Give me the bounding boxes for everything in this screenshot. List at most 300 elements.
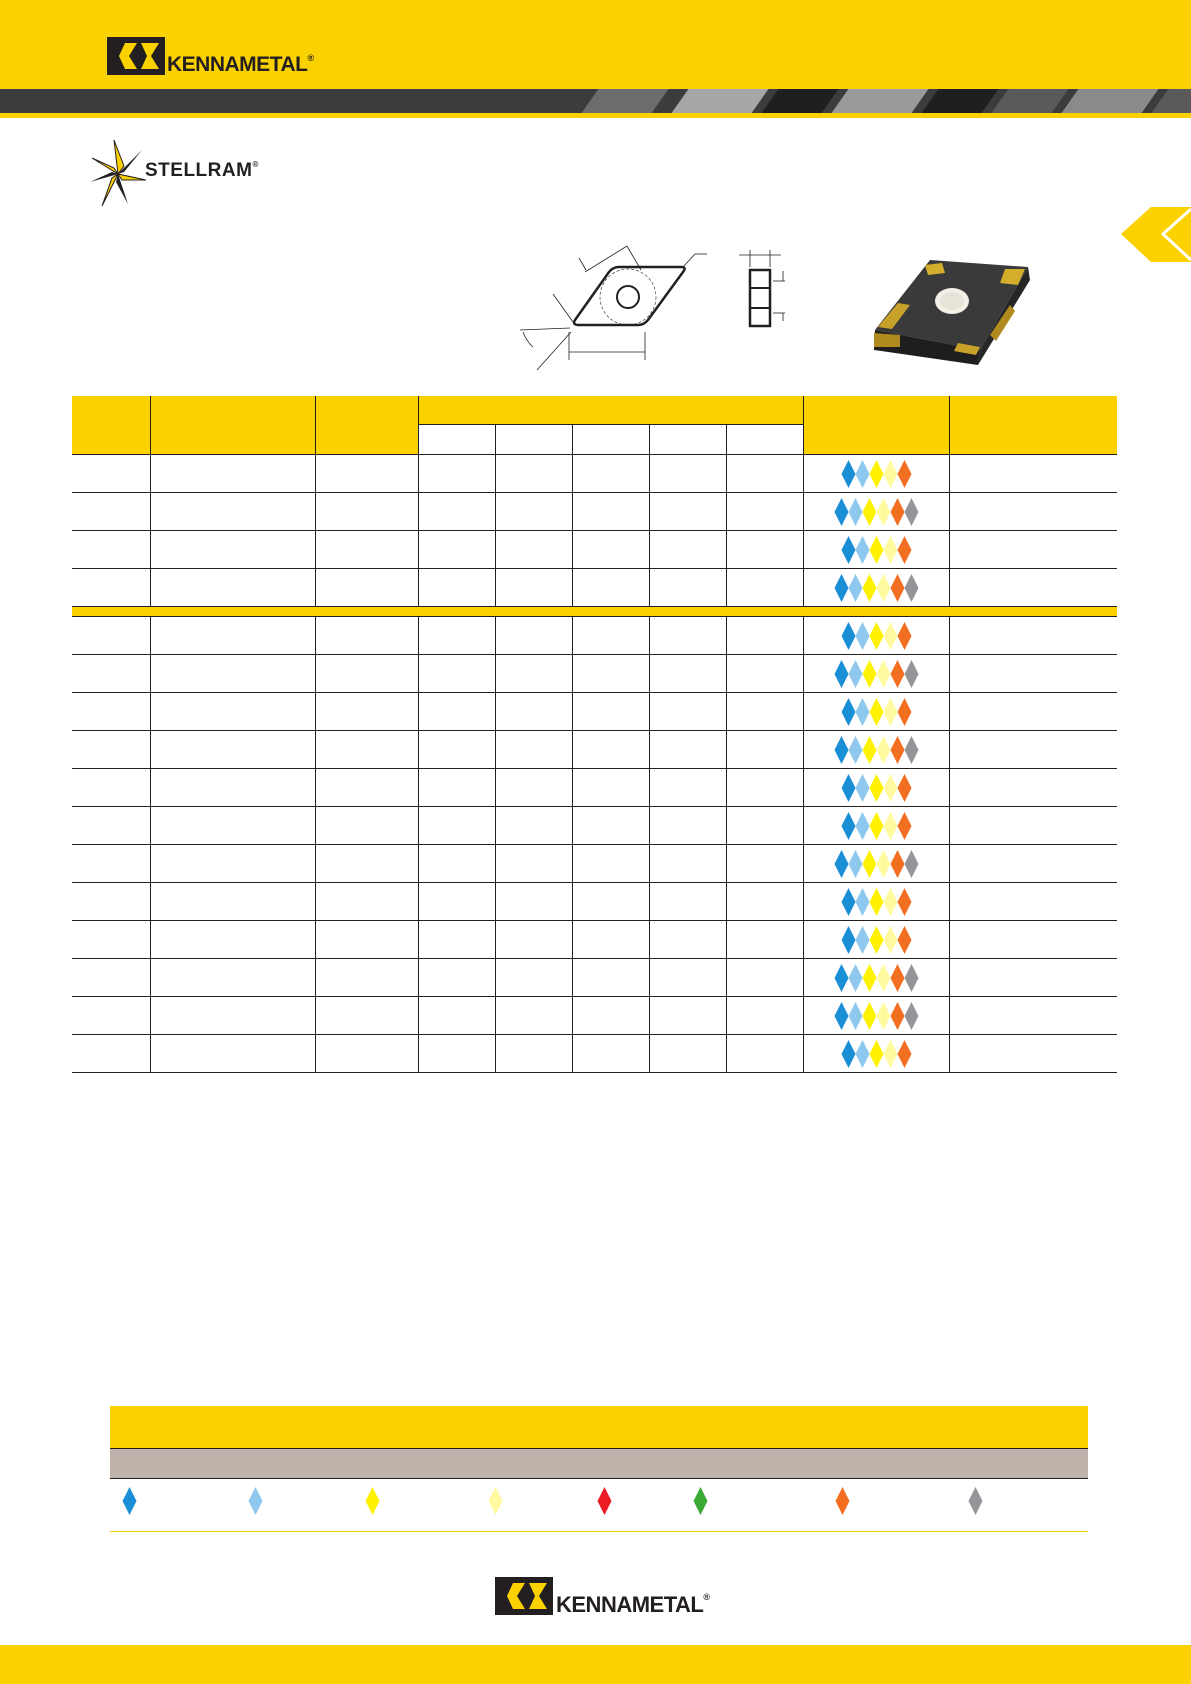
grade-diamonds [804, 536, 949, 564]
diamond-orange-icon [890, 964, 905, 992]
table-cell [495, 997, 572, 1035]
table-cell [949, 731, 1117, 769]
table-cell [72, 807, 150, 845]
table-cell [315, 1035, 418, 1073]
grade-diamonds [804, 1002, 949, 1030]
kennametal-logo [107, 35, 314, 77]
table-cell [315, 655, 418, 693]
table-row [72, 455, 1117, 493]
diamond-lightyellow-icon [883, 774, 898, 802]
kennametal-footer-wordmark: KENNAMETAL [556, 1592, 704, 1617]
table-row [72, 883, 1117, 921]
table-cell [150, 617, 315, 655]
diamond-grey-icon [904, 964, 919, 992]
table-row [72, 959, 1117, 997]
table-cell [572, 997, 649, 1035]
table-cell [726, 693, 803, 731]
table-cell [949, 693, 1117, 731]
diamond-grey-icon [904, 850, 919, 878]
grade-diamonds-cell [803, 883, 949, 921]
grade-diamonds-cell [803, 569, 949, 607]
table-row [72, 569, 1117, 607]
diamond-blue-icon [834, 574, 849, 602]
table-cell [150, 959, 315, 997]
insert-side-view-drawing [735, 245, 795, 335]
table-cell [150, 883, 315, 921]
diamond-lightyellow-icon [883, 888, 898, 916]
table-cell [495, 455, 572, 493]
table-cell [949, 921, 1117, 959]
grade-diamonds-cell [803, 997, 949, 1035]
grade-diamonds [804, 698, 949, 726]
table-cell [72, 959, 150, 997]
kennametal-wordmark: KENNAMETAL [167, 53, 308, 76]
table-cell [72, 883, 150, 921]
table-cell [418, 655, 495, 693]
legend-item-lightblue [248, 1487, 268, 1527]
diamond-yellow-icon [869, 888, 884, 916]
table-cell [72, 531, 150, 569]
table-cell [649, 807, 726, 845]
table-cell [649, 617, 726, 655]
grade-diamonds [804, 812, 949, 840]
legend-item-red [597, 1487, 617, 1527]
table-cell [649, 921, 726, 959]
legend-item-lightyellow [488, 1487, 508, 1527]
diamond-yellow-icon [869, 460, 884, 488]
table-cell [726, 493, 803, 531]
table-cell [495, 1035, 572, 1073]
table-cell [949, 769, 1117, 807]
diamond-yellow-icon [869, 536, 884, 564]
diamond-blue-icon [834, 850, 849, 878]
table-cell [572, 693, 649, 731]
header-col-last [949, 396, 1117, 455]
grade-diamonds [804, 774, 949, 802]
table-row [72, 617, 1117, 655]
table-cell [418, 959, 495, 997]
table-cell [150, 769, 315, 807]
diamond-lightyellow-icon [876, 964, 891, 992]
legend-item-green [693, 1487, 713, 1527]
table-cell [150, 455, 315, 493]
table-cell [649, 959, 726, 997]
table-cell [150, 1035, 315, 1073]
diamond-red-icon [597, 1487, 612, 1515]
table-cell [649, 531, 726, 569]
diamond-blue-icon [841, 926, 856, 954]
table-cell [315, 883, 418, 921]
diamond-yellow-icon [869, 1040, 884, 1068]
header-sub-col [572, 425, 649, 455]
header-sub-col [726, 425, 803, 455]
table-cell [495, 807, 572, 845]
diamond-lightblue-icon [848, 964, 863, 992]
header-stripe [0, 89, 1191, 113]
diamond-blue-icon [841, 622, 856, 650]
header-col-3 [315, 396, 418, 455]
table-cell [949, 845, 1117, 883]
table-cell [649, 693, 726, 731]
table-cell [495, 845, 572, 883]
table-cell [315, 731, 418, 769]
table-row [72, 693, 1117, 731]
table-cell [315, 997, 418, 1035]
table-cell [72, 769, 150, 807]
diamond-lightyellow-icon [883, 698, 898, 726]
grade-diamonds [804, 574, 949, 602]
page-tab-marker [1121, 207, 1191, 262]
diamond-yellow-icon [862, 574, 877, 602]
table-row [72, 655, 1117, 693]
table-cell [418, 997, 495, 1035]
trademark-mark: ® [703, 1592, 710, 1602]
table-cell [572, 731, 649, 769]
diamond-grey-icon [904, 736, 919, 764]
table-cell [572, 569, 649, 607]
diamond-yellow-icon [862, 498, 877, 526]
table-cell [726, 921, 803, 959]
grade-diamonds-cell [803, 693, 949, 731]
table-cell [72, 569, 150, 607]
diamond-lightyellow-icon [883, 812, 898, 840]
grade-diamonds [804, 1040, 949, 1068]
table-cell [649, 455, 726, 493]
grade-diamonds [804, 888, 949, 916]
table-cell [726, 655, 803, 693]
table-cell [495, 655, 572, 693]
grade-diamonds-cell [803, 455, 949, 493]
table-body [72, 455, 1117, 1073]
table-cell [649, 883, 726, 921]
table-cell [726, 807, 803, 845]
header-sub-col [649, 425, 726, 455]
diamond-yellow-icon [365, 1487, 380, 1515]
table-cell [315, 807, 418, 845]
diamond-blue-icon [841, 774, 856, 802]
diamond-lightblue-icon [848, 1002, 863, 1030]
diamond-orange-icon [890, 850, 905, 878]
table-cell [72, 617, 150, 655]
diamond-orange-icon [897, 698, 912, 726]
diamond-blue-icon [834, 736, 849, 764]
stellram-logo [90, 138, 290, 210]
stellram-wordmark: STELLRAM [145, 160, 253, 181]
table-cell [572, 617, 649, 655]
table-cell [315, 921, 418, 959]
diamond-orange-icon [897, 888, 912, 916]
table-cell [418, 569, 495, 607]
legend-item-orange [835, 1487, 855, 1527]
grade-diamonds [804, 460, 949, 488]
table-cell [72, 693, 150, 731]
table-cell [150, 731, 315, 769]
table-cell [72, 997, 150, 1035]
trademark-mark: ® [307, 53, 314, 63]
diamond-yellow-icon [862, 736, 877, 764]
diamond-orange-icon [897, 812, 912, 840]
table-cell [315, 455, 418, 493]
table-cell [418, 693, 495, 731]
grade-diamonds-cell [803, 731, 949, 769]
table-cell [418, 807, 495, 845]
table-row [72, 731, 1117, 769]
table-cell [315, 769, 418, 807]
table-cell [150, 921, 315, 959]
diamond-lightblue-icon [855, 460, 870, 488]
table-cell [949, 997, 1117, 1035]
grade-diamonds [804, 622, 949, 650]
table-row [72, 921, 1117, 959]
diamond-green-icon [693, 1487, 708, 1515]
table-cell [150, 493, 315, 531]
diamond-orange-icon [897, 622, 912, 650]
insert-photo [870, 255, 1035, 370]
diamond-lightblue-icon [248, 1487, 263, 1515]
table-cell [649, 493, 726, 531]
table-cell [949, 655, 1117, 693]
grade-diamonds-cell [803, 617, 949, 655]
table-cell [649, 845, 726, 883]
table-cell [572, 455, 649, 493]
diamond-yellow-icon [869, 622, 884, 650]
footer-bar [0, 1645, 1191, 1684]
table-cell [572, 883, 649, 921]
grade-diamonds [804, 736, 949, 764]
kennametal-footer-logo [494, 1574, 710, 1618]
table-cell [649, 1035, 726, 1073]
table-cell [949, 531, 1117, 569]
table-cell [418, 769, 495, 807]
diamond-lightyellow-icon [876, 498, 891, 526]
table-cell [72, 493, 150, 531]
header-sub-col [418, 425, 495, 455]
table-cell [726, 769, 803, 807]
diamond-lightblue-icon [855, 698, 870, 726]
grade-diamonds [804, 964, 949, 992]
diamond-lightyellow-icon [876, 660, 891, 688]
legend-items [110, 1479, 1088, 1532]
table-cell [72, 731, 150, 769]
table-cell [315, 959, 418, 997]
grade-diamonds [804, 926, 949, 954]
diamond-lightblue-icon [855, 812, 870, 840]
diamond-orange-icon [835, 1487, 850, 1515]
diamond-lightyellow-icon [876, 1002, 891, 1030]
table-cell [315, 845, 418, 883]
table-cell [726, 569, 803, 607]
stellram-trademark-mark: ® [252, 160, 259, 169]
table-cell [418, 921, 495, 959]
table-cell [150, 693, 315, 731]
table-cell [418, 845, 495, 883]
diamond-blue-icon [841, 460, 856, 488]
table-cell [572, 845, 649, 883]
table-cell [150, 845, 315, 883]
table-row [72, 1035, 1117, 1073]
diamond-orange-icon [890, 574, 905, 602]
diamond-lightyellow-icon [883, 926, 898, 954]
table-cell [726, 531, 803, 569]
diamond-lightblue-icon [848, 660, 863, 688]
diamond-lightblue-icon [855, 888, 870, 916]
grade-diamonds-cell [803, 807, 949, 845]
diamond-lightyellow-icon [883, 460, 898, 488]
table-cell [315, 493, 418, 531]
table-cell [726, 1035, 803, 1073]
diamond-lightyellow-icon [876, 850, 891, 878]
diamond-lightyellow-icon [883, 536, 898, 564]
header-col-grades [803, 396, 949, 455]
legend-item-blue [122, 1487, 142, 1527]
diamond-blue-icon [841, 812, 856, 840]
diamond-orange-icon [890, 660, 905, 688]
grade-diamonds [804, 850, 949, 878]
table-cell [572, 769, 649, 807]
diamond-yellow-icon [862, 1002, 877, 1030]
diamond-lightyellow-icon [883, 622, 898, 650]
diamond-grey-icon [904, 498, 919, 526]
diamond-orange-icon [897, 460, 912, 488]
table-cell [649, 655, 726, 693]
legend-header-bar [110, 1406, 1088, 1448]
table-cell [150, 997, 315, 1035]
table-cell [726, 997, 803, 1035]
table-cell [315, 531, 418, 569]
diamond-yellow-icon [869, 812, 884, 840]
table-cell [418, 455, 495, 493]
table-cell [949, 493, 1117, 531]
diamond-lightblue-icon [855, 536, 870, 564]
table-cell [572, 807, 649, 845]
diamond-orange-icon [897, 536, 912, 564]
table-cell [572, 1035, 649, 1073]
table-row [72, 997, 1117, 1035]
header-col-1 [72, 396, 150, 455]
grade-diamonds-cell [803, 959, 949, 997]
stellram-star-icon [90, 138, 146, 210]
grade-diamonds-cell [803, 493, 949, 531]
diamond-yellow-icon [862, 660, 877, 688]
header-sub-col [495, 425, 572, 455]
header-col-2 [150, 396, 315, 455]
table-cell [726, 617, 803, 655]
diamond-blue-icon [834, 660, 849, 688]
table-cell [495, 731, 572, 769]
diamond-blue-icon [841, 888, 856, 916]
diamond-blue-icon [834, 498, 849, 526]
diamond-lightblue-icon [848, 574, 863, 602]
diamond-lightblue-icon [848, 498, 863, 526]
grade-diamonds-cell [803, 531, 949, 569]
material-legend [110, 1406, 1088, 1532]
header-stripe-accent [0, 113, 1191, 118]
diamond-blue-icon [834, 964, 849, 992]
legend-item-yellow [365, 1487, 385, 1527]
table-cell [726, 959, 803, 997]
table-row [72, 531, 1117, 569]
table-cell [495, 693, 572, 731]
table-cell [418, 493, 495, 531]
diamond-blue-icon [834, 1002, 849, 1030]
diamond-orange-icon [897, 774, 912, 802]
table-cell [572, 493, 649, 531]
header-dimensions-group [418, 396, 803, 425]
table-cell [572, 921, 649, 959]
table-cell [495, 883, 572, 921]
table-cell [418, 1035, 495, 1073]
diamond-blue-icon [122, 1487, 137, 1515]
table-cell [649, 769, 726, 807]
table-cell [495, 493, 572, 531]
diamond-yellow-icon [862, 850, 877, 878]
table-row [72, 769, 1117, 807]
table-cell [495, 531, 572, 569]
table-cell [726, 455, 803, 493]
diamond-orange-icon [890, 498, 905, 526]
grade-diamonds-cell [803, 769, 949, 807]
table-cell [418, 883, 495, 921]
diamond-lightblue-icon [855, 622, 870, 650]
table-section-separator [72, 607, 1117, 617]
table-cell [72, 921, 150, 959]
diamond-lightblue-icon [855, 1040, 870, 1068]
table-cell [726, 883, 803, 921]
table-row [72, 845, 1117, 883]
table-cell [949, 455, 1117, 493]
table-cell [150, 655, 315, 693]
diamond-grey-icon [968, 1487, 983, 1515]
table-cell [949, 1035, 1117, 1073]
kennametal-k-icon [107, 37, 165, 75]
table-cell [949, 569, 1117, 607]
table-cell [726, 731, 803, 769]
table-cell [315, 617, 418, 655]
table-cell [949, 883, 1117, 921]
diamond-yellow-icon [862, 964, 877, 992]
diamond-grey-icon [904, 574, 919, 602]
diamond-orange-icon [890, 1002, 905, 1030]
legend-item-grey [968, 1487, 988, 1527]
grade-diamonds-cell [803, 845, 949, 883]
table-cell [315, 569, 418, 607]
diamond-lightblue-icon [848, 736, 863, 764]
diamond-lightyellow-icon [876, 574, 891, 602]
table-cell [495, 769, 572, 807]
diamond-blue-icon [841, 1040, 856, 1068]
table-cell [572, 959, 649, 997]
table-cell [150, 807, 315, 845]
grade-diamonds-cell [803, 1035, 949, 1073]
separator-cell [72, 607, 1117, 617]
diamond-blue-icon [841, 698, 856, 726]
table-cell [72, 1035, 150, 1073]
insert-spec-table [72, 396, 1117, 1073]
table-cell [572, 531, 649, 569]
grade-diamonds [804, 498, 949, 526]
table-cell [418, 731, 495, 769]
table-cell [949, 807, 1117, 845]
table-cell [949, 959, 1117, 997]
diamond-lightblue-icon [848, 850, 863, 878]
diamond-lightblue-icon [855, 926, 870, 954]
table-cell [572, 655, 649, 693]
table-cell [726, 845, 803, 883]
table-cell [315, 693, 418, 731]
diamond-yellow-icon [869, 774, 884, 802]
table-cell [72, 655, 150, 693]
grade-diamonds-cell [803, 921, 949, 959]
